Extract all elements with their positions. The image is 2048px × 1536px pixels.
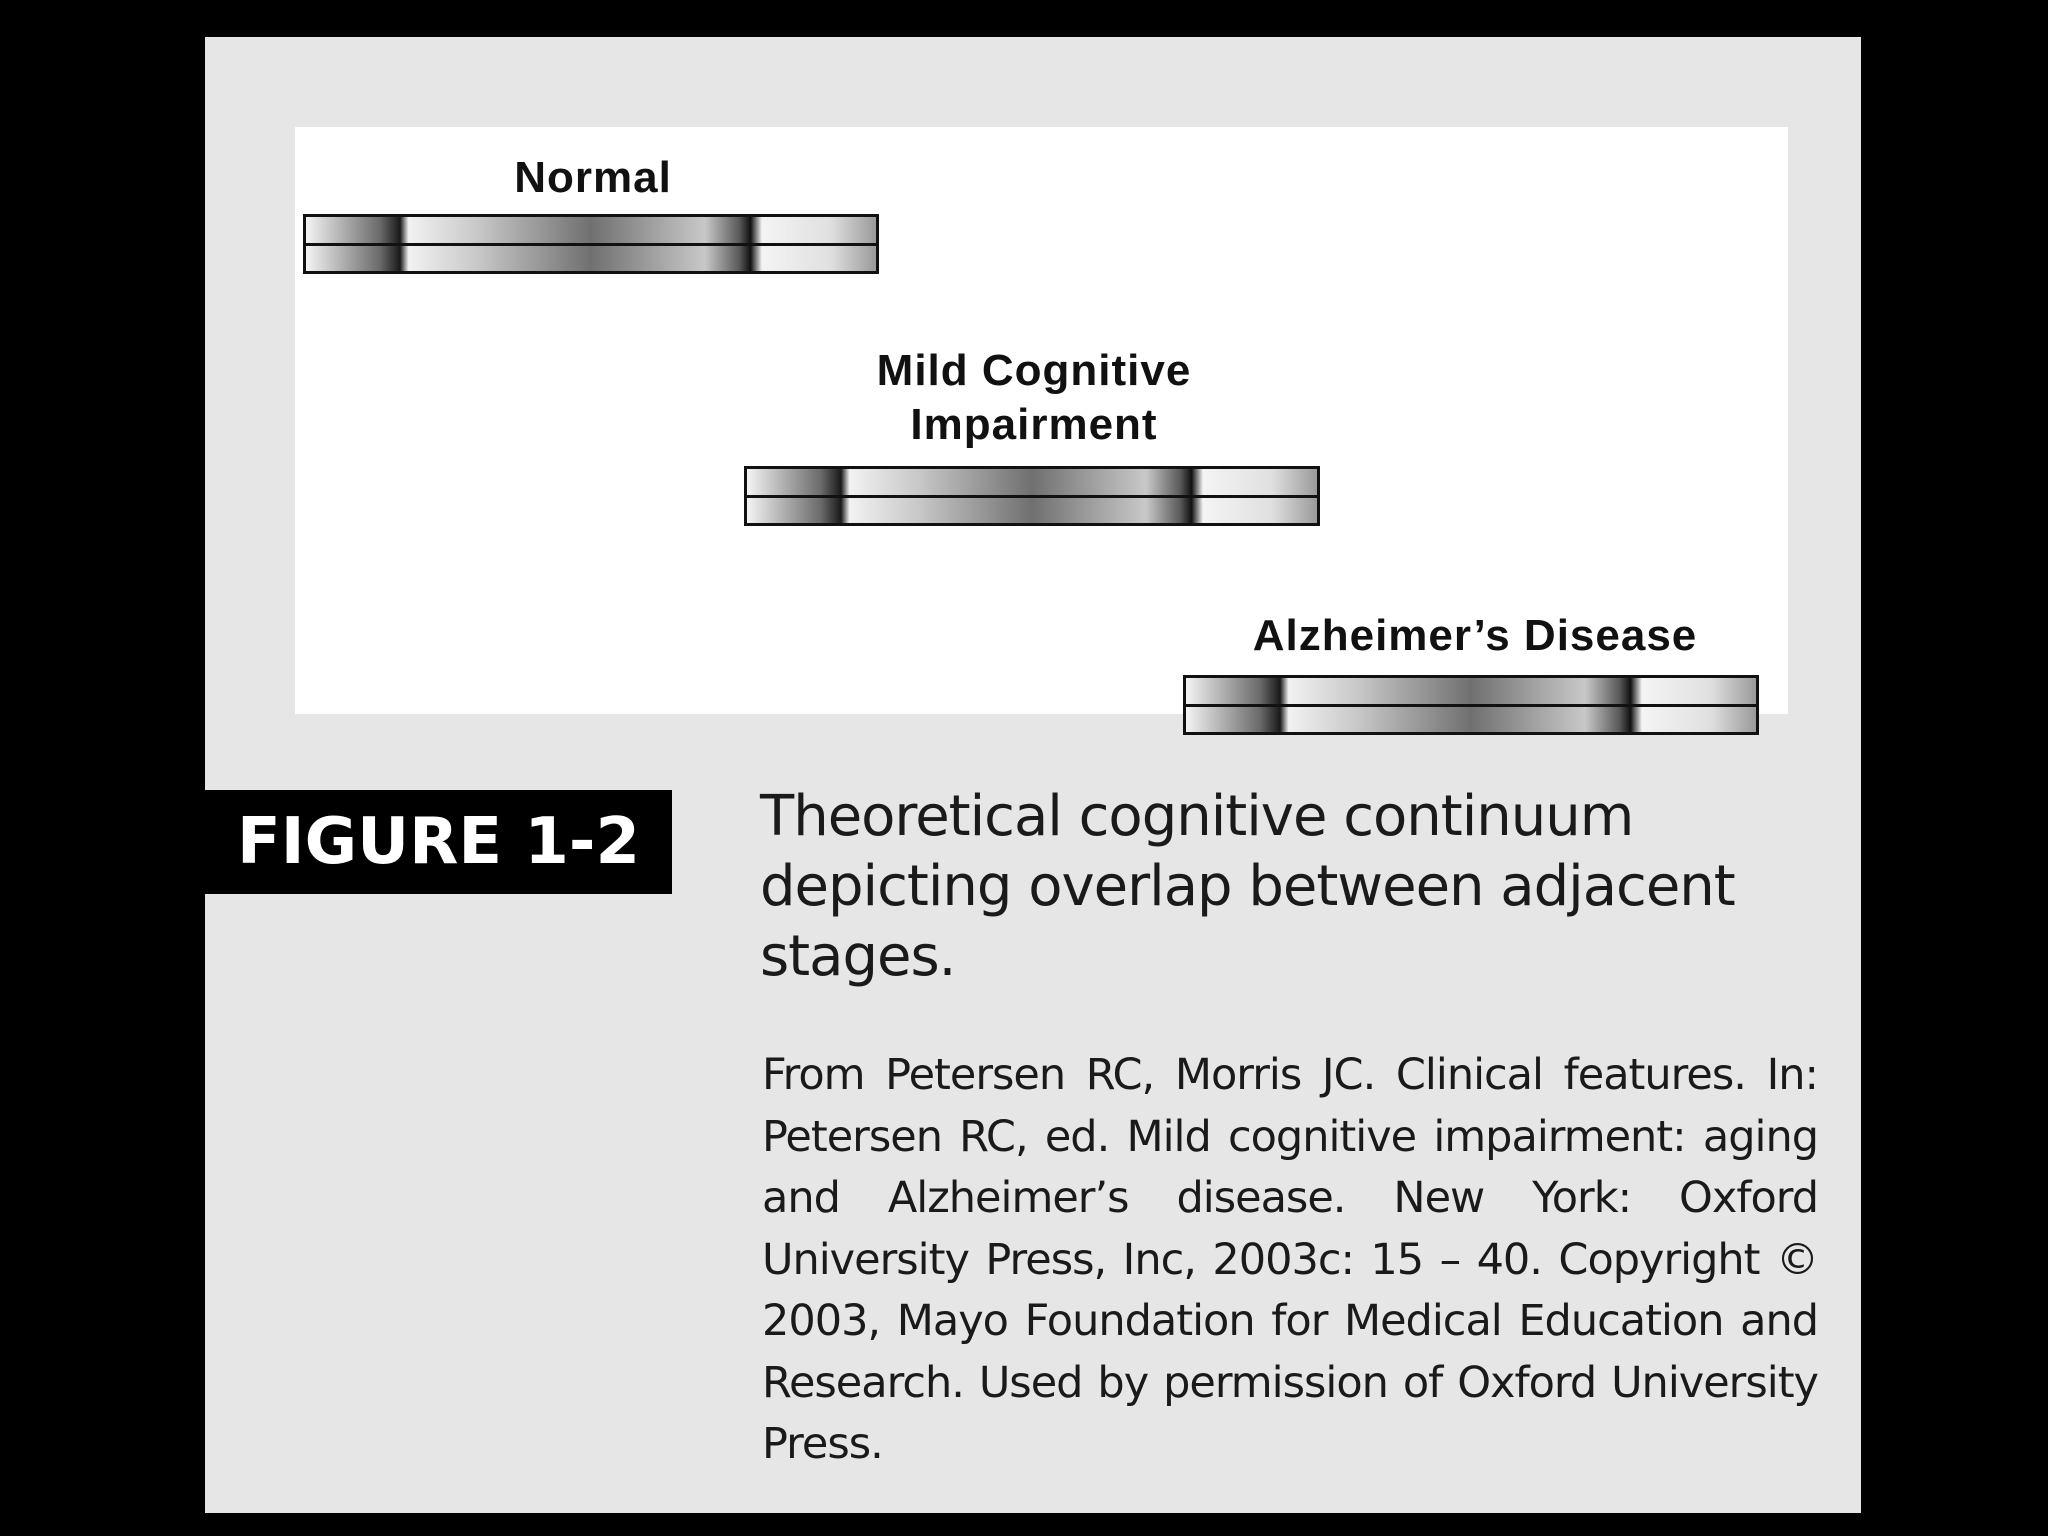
stage-label-alzheimers: Alzheimer’s Disease xyxy=(1252,611,1698,660)
figure-panel xyxy=(205,37,1861,1513)
stage-bar-mci xyxy=(744,466,1320,526)
stage-bar-normal xyxy=(303,214,879,274)
stage-bar-alzheimers xyxy=(1183,675,1759,735)
stage-label-mci: Mild Cognitive Impairment xyxy=(876,346,1192,449)
stage-label-normal: Normal xyxy=(514,153,672,202)
figure-caption: Theoretical cognitive continuum depicting overlap between adjacent stages. xyxy=(760,784,1735,989)
figure-number-label: FIGURE 1-2 xyxy=(205,790,672,894)
figure-source-citation: From Petersen RC, Morris JC. Clinical features. In: Petersen RC, ed. Mild cognitive impairment: aging and Alzheimer’s disease. New York: Oxford University Press, Inc, 2003c: 15 – 40. Copyright © 2003, Mayo Foundation for Medical Education and Research. Used by permission of Oxford University Press. xyxy=(762,1050,1818,1469)
continuum-diagram xyxy=(295,127,1788,714)
